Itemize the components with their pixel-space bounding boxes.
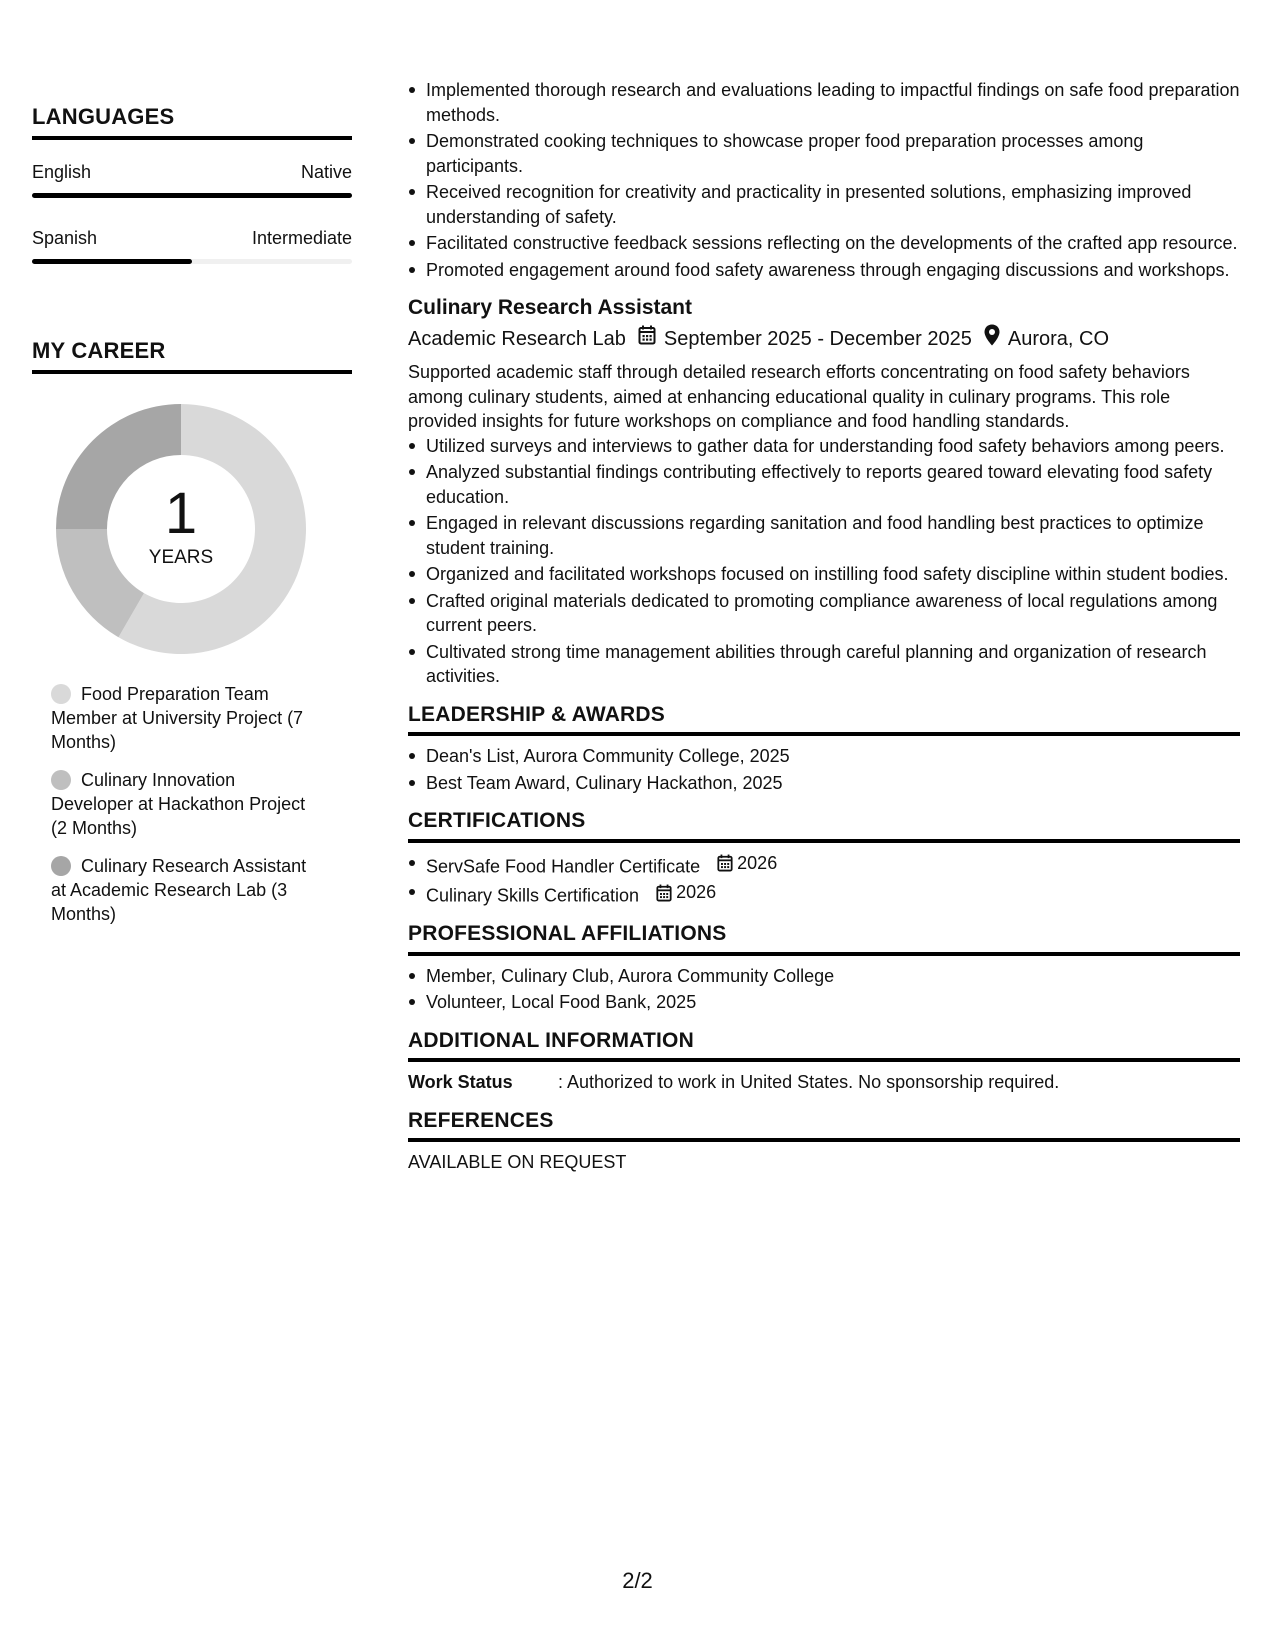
languages-title: LANGUAGES: [32, 104, 352, 140]
location-pin-icon: [984, 324, 1000, 354]
job-company: Academic Research Lab: [408, 328, 626, 350]
job-location: Aurora, CO: [1007, 328, 1110, 350]
language-name: English: [32, 162, 92, 182]
list-item: Utilized surveys and interviews to gather data for understanding food safety behaviors among peers.: [426, 434, 1240, 459]
job-entry: [408, 294, 1240, 689]
legend-label: Food Preparation Team Member at University Project (7 Months): [51, 684, 304, 752]
certification-name: Culinary Skills Certification: [426, 885, 640, 906]
language-proficiency-bar: [32, 259, 352, 264]
list-item: Engaged in relevant discussions regarding sanitation and food handling best practices to optimize student training.: [426, 511, 1240, 560]
certification-name: ServSafe Food Handler Certificate: [426, 855, 701, 876]
career-title: MY CAREER: [32, 338, 352, 374]
calendar-icon: [638, 325, 656, 353]
job-dates: September 2025 - December 2025: [663, 328, 972, 350]
right-column: [408, 78, 1240, 1175]
legend-dot: [51, 770, 71, 790]
list-item: Promoted engagement around food safety awareness through engaging discussions and workshops.: [426, 258, 1240, 283]
previous-job-bullets: [408, 78, 1240, 282]
certification-year: 2026: [676, 882, 717, 903]
list-item: [426, 851, 1240, 879]
career-legend-item: [51, 682, 312, 754]
career-total-value: 1: [164, 481, 198, 546]
list-item: Volunteer, Local Food Bank, 2025: [426, 990, 1240, 1015]
job-title: Culinary Research Assistant: [408, 296, 693, 319]
awards-title: LEADERSHIP & AWARDS: [408, 703, 1240, 737]
list-item: Crafted original materials dedicated to promoting compliance awareness of local regulations among current peers.: [426, 589, 1240, 638]
calendar-icon: [656, 884, 672, 902]
certification-date: [656, 880, 716, 905]
references-text: AVAILABLE ON REQUEST: [408, 1152, 627, 1172]
references-section: [408, 1109, 1240, 1175]
list-item: Best Team Award, Culinary Hackathon, 2025: [426, 771, 1240, 796]
certification-date: [717, 851, 777, 876]
page-number: 2/2: [622, 1568, 653, 1593]
list-item: Received recognition for creativity and practicality in presented solutions, emphasizing improved understanding of safety.: [426, 180, 1240, 229]
references-title: REFERENCES: [408, 1109, 1240, 1143]
affiliations-section: [408, 922, 1240, 1015]
list-item: Demonstrated cooking techniques to showcase proper food preparation processes among participants.: [426, 129, 1240, 178]
list-item: Dean's List, Aurora Community College, 2025: [426, 744, 1240, 769]
legend-dot: [51, 684, 71, 704]
job-bullets: [408, 434, 1240, 689]
career-legend-item: [51, 854, 312, 926]
additional-info-title: ADDITIONAL INFORMATION: [408, 1029, 1240, 1063]
awards-section: [408, 703, 1240, 796]
legend-label: Culinary Innovation Developer at Hackathon Project (2 Months): [51, 770, 306, 838]
language-name: Spanish: [32, 228, 98, 248]
language-item: [32, 162, 352, 198]
left-column: [32, 0, 352, 940]
work-status-value: : Authorized to work in United States. No sponsorship required.: [558, 1072, 1060, 1092]
language-level: Intermediate: [251, 228, 352, 248]
list-item: Cultivated strong time management abilities through careful planning and organization of research activities.: [426, 640, 1240, 689]
job-meta: [408, 324, 1240, 354]
list-item: Facilitated constructive feedback sessions reflecting on the developments of the crafted app resource.: [426, 231, 1240, 256]
certifications-section: [408, 809, 1240, 908]
legend-dot: [51, 856, 71, 876]
language-proficiency-fill: [32, 259, 192, 264]
affiliations-list: [408, 964, 1240, 1015]
certifications-title: CERTIFICATIONS: [408, 809, 1240, 843]
languages-section: [32, 104, 352, 264]
additional-info-section: [408, 1029, 1240, 1095]
work-status-row: [408, 1070, 1240, 1095]
list-item: Organized and facilitated workshops focused on instilling food safety discipline within student bodies.: [426, 562, 1240, 587]
legend-label: Culinary Research Assistant at Academic Research Lab (3 Months): [51, 856, 307, 924]
career-legend-item: [51, 768, 312, 840]
list-item: Analyzed substantial findings contributing effectively to reports geared toward elevating food safety education.: [426, 460, 1240, 509]
awards-list: [408, 744, 1240, 795]
list-item: Member, Culinary Club, Aurora Community College: [426, 964, 1240, 989]
language-proficiency-fill: [32, 193, 352, 198]
certifications-list: [408, 851, 1240, 909]
affiliations-title: PROFESSIONAL AFFILIATIONS: [408, 922, 1240, 956]
work-status-label: Work Status: [408, 1072, 513, 1092]
list-item: Implemented thorough research and evaluations leading to impactful findings on safe food preparation methods.: [426, 78, 1240, 127]
career-donut-chart: [56, 404, 306, 654]
calendar-icon: [717, 854, 733, 872]
list-item: [426, 880, 1240, 908]
career-legend: [32, 682, 312, 926]
job-description: Supported academic staff through detailed research efforts concentrating on food safety behaviors among culinary students, aimed at enhancing educational quality in culinary programs. This role provided insights for future workshops on compliance and food handling standards.: [408, 362, 1190, 431]
language-item: [32, 228, 352, 264]
career-total-unit: YEARS: [148, 547, 214, 568]
language-proficiency-bar: [32, 193, 352, 198]
career-section: [32, 338, 352, 926]
language-level: Native: [300, 162, 352, 182]
certification-year: 2026: [737, 852, 778, 873]
